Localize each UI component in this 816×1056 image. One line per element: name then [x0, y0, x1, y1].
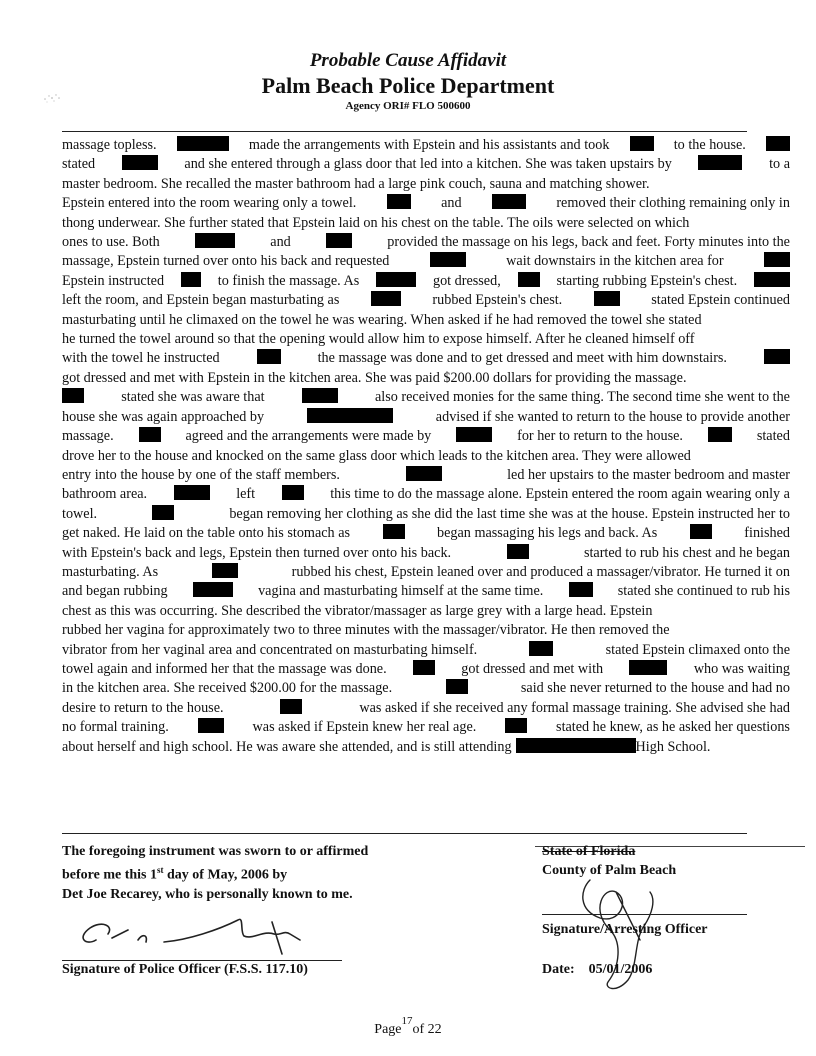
redaction-block [507, 544, 529, 559]
police-officer-signature [68, 900, 338, 960]
narrative-text: provided the massage on his legs, back and feet. Forty minutes into the [387, 234, 790, 251]
narrative-line [62, 233, 790, 252]
redaction-block [766, 136, 790, 151]
arresting-signature-label: Signature/Arresting Officer [542, 922, 708, 937]
narrative-text: stated she was aware that [121, 389, 265, 406]
narrative-line [62, 621, 790, 640]
narrative-text: to finish the massage. As [217, 272, 360, 289]
redaction-block [383, 524, 405, 539]
document-header [0, 50, 816, 113]
narrative-text: master bedroom. She recalled the master bathroom had a large pink couch, sauna and matching shower. [62, 175, 650, 192]
redaction-block [413, 660, 435, 675]
page-number: 17 [401, 1015, 413, 1027]
narrative-line [62, 563, 790, 582]
narrative-text: and she entered through a glass door that led into a kitchen. She was taken upstairs by [184, 156, 672, 173]
narrative-line [62, 718, 790, 737]
page-indicator [0, 1015, 816, 1038]
narrative-text: get naked. He laid on the table onto his stomach as [62, 525, 351, 542]
police-signature-label: Signature of Police Officer (F.S.S. 117.10) [62, 962, 308, 977]
narrative-text: advised if she wanted to return to the house to provide another [435, 408, 790, 425]
narrative-text: began removing her clothing as she did the last time she was at the house. Epstein instructed her to [229, 505, 790, 522]
affidavit-title: Probable Cause Affidavit [309, 50, 507, 71]
narrative-text: rubbed her vagina for approximately two to three minutes with the massager/vibrator. He then removed the [62, 622, 670, 639]
narrative-line [62, 602, 790, 621]
redaction-block [698, 155, 742, 170]
redaction-block [690, 524, 712, 539]
header-divider [62, 131, 747, 132]
narrative-text: wait downstairs in the kitchen area for [506, 253, 724, 270]
narrative-text: removed their clothing remaining only in [556, 195, 790, 212]
date-value: 05/01/2006 [588, 962, 653, 977]
narrative-line [62, 349, 790, 368]
redaction-block [212, 563, 238, 578]
narrative-text: house she was again approached by [62, 408, 265, 425]
narrative-text: masturbating until he climaxed on the towel he was wearing. When asked if he had removed the towel she stated [62, 311, 702, 328]
narrative-line [62, 291, 790, 310]
redaction-block [754, 272, 790, 287]
redaction-block [139, 427, 161, 442]
redaction-block [174, 485, 210, 500]
narrative-text: ones to use. Both [62, 234, 160, 251]
sworn-line-3: Det Joe Recarey, who is personally known to me. [62, 886, 353, 902]
narrative-line [62, 214, 790, 233]
narrative-text: and [441, 195, 462, 212]
redaction-block [307, 408, 393, 423]
narrative-line [62, 252, 790, 271]
narrative-text: and [270, 234, 291, 251]
narrative-text: also received monies for the same thing. The second time she went to the [374, 389, 790, 406]
narrative-text: stated she continued to rub his [617, 583, 790, 600]
narrative-line [62, 544, 790, 563]
narrative-line [62, 369, 790, 388]
sworn-line-1: The foregoing instrument was sworn to or affirmed [62, 844, 369, 859]
arresting-signature-line [542, 914, 747, 915]
redaction-block [446, 679, 468, 694]
signature-date [542, 962, 652, 978]
redaction-block [122, 155, 158, 170]
redaction-block [195, 233, 235, 248]
footer-divider [62, 833, 747, 834]
narrative-text: towel. [62, 505, 98, 522]
narrative-text: led her upstairs to the master bedroom and master [507, 466, 790, 483]
narrative-line [62, 194, 790, 213]
narrative-line [62, 272, 790, 291]
redaction-block [406, 466, 442, 481]
narrative-text: stated [62, 156, 96, 173]
redaction-block [629, 660, 667, 675]
page-total: of 22 [412, 1022, 442, 1037]
narrative-line [62, 155, 790, 174]
redaction-block [456, 427, 492, 442]
narrative-text: the massage was done and to get dressed and meet with him downstairs. [317, 350, 727, 367]
narrative-line [62, 466, 790, 485]
redaction-block [516, 738, 636, 753]
narrative-text: in the kitchen area. She received $200.00 for the massage. [62, 680, 393, 697]
sworn-statement [62, 842, 442, 904]
narrative-text: High School. [635, 738, 711, 755]
narrative-text: no formal training. [62, 719, 169, 736]
sworn-line-2 [62, 861, 442, 885]
narrative-text: began massaging his legs and back. As [437, 525, 658, 542]
narrative-text: finished [744, 525, 790, 542]
affidavit-narrative [62, 136, 790, 757]
narrative-text: vagina and masturbating himself at the same time. [258, 583, 544, 600]
narrative-text: was asked if she received any formal massage training. She advised she had [359, 699, 790, 716]
narrative-text: stated Epstein climaxed onto the [605, 641, 790, 658]
redaction-block [764, 349, 790, 364]
narrative-text: to the house. [673, 137, 746, 153]
narrative-line [62, 505, 790, 524]
redaction-block [505, 718, 527, 733]
narrative-text: massage, Epstein turned over onto his back and requested [62, 253, 390, 270]
narrative-text: masturbating. As [62, 563, 159, 580]
redaction-block [181, 272, 201, 287]
narrative-text: with the towel he instructed [62, 350, 220, 367]
narrative-line [62, 582, 790, 601]
redaction-block [518, 272, 540, 287]
narrative-text: made the arrangements with Epstein and his assistants and took [248, 137, 610, 153]
narrative-text: got dressed and met with Epstein in the kitchen area. She was paid $200.00 dollars for providing the massage. [62, 369, 687, 386]
narrative-text: bathroom area. [62, 486, 148, 503]
narrative-text: left the room, and Epstein began masturbating as [62, 292, 340, 309]
redaction-block [152, 505, 174, 520]
narrative-text: rubbed his chest, Epstein leaned over and produced a massager/vibrator. He turned it on [291, 563, 790, 580]
narrative-text: starting rubbing Epstein's chest. [556, 272, 738, 289]
redaction-block [569, 582, 593, 597]
narrative-line [62, 427, 790, 446]
redaction-block [764, 252, 790, 267]
narrative-line [62, 699, 790, 718]
redaction-block [280, 699, 302, 714]
sworn-month-text: day of May, 2006 by [163, 867, 288, 883]
ordinal-suffix: st [157, 865, 164, 875]
narrative-text: towel again and informed her that the massage was done. [62, 660, 387, 677]
page-word: Page [374, 1022, 402, 1037]
state-label: State of Florida [542, 844, 636, 859]
narrative-text: Epstein entered into the room wearing only a towel. [62, 195, 357, 212]
redaction-block [387, 194, 411, 209]
narrative-text: agreed and the arrangements were made by [185, 428, 432, 445]
narrative-line [62, 738, 790, 757]
redaction-block [326, 233, 352, 248]
redaction-block [257, 349, 281, 364]
narrative-line [62, 679, 790, 698]
narrative-text: who was waiting [693, 660, 790, 677]
redaction-block [198, 718, 224, 733]
narrative-line [62, 447, 790, 466]
agency-ori: Agency ORI# FLO 500600 [345, 100, 471, 112]
narrative-text: got dressed, [432, 272, 501, 289]
narrative-text: stated [756, 428, 790, 445]
narrative-line [62, 388, 790, 407]
redaction-block [371, 291, 401, 306]
narrative-line [62, 485, 790, 504]
narrative-text: desire to return to the house. [62, 699, 224, 716]
sworn-date-text: before me this 1 [62, 867, 157, 883]
narrative-line [62, 136, 790, 155]
narrative-text: about herself and high school. He was aware she attended, and is still attending [62, 738, 512, 755]
narrative-line [62, 641, 790, 660]
redaction-block [193, 582, 233, 597]
redaction-block [376, 272, 416, 287]
narrative-line [62, 408, 790, 427]
narrative-text: stated Epstein continued [651, 292, 790, 309]
narrative-text: left [236, 486, 256, 503]
redaction-block [302, 388, 338, 403]
narrative-text: massage. [62, 428, 114, 445]
narrative-text: drove her to the house and knocked on the same glass door which leads to the kitchen area. They were allowed [62, 447, 691, 464]
narrative-text: and began rubbing [62, 583, 168, 600]
narrative-text: stated he knew, as he asked her questions [556, 719, 790, 736]
narrative-text: vibrator from her vaginal area and concentrated on masturbating himself. [62, 641, 478, 658]
narrative-text: this time to do the massage alone. Epstein entered the room again wearing only a [330, 486, 790, 503]
redaction-block [282, 485, 304, 500]
narrative-line [62, 175, 790, 194]
narrative-text: thong underwear. She further stated that Epstein laid on his chest on the table. The oils were selected on which [62, 214, 690, 231]
narrative-text: chest as this was occurring. She described the vibrator/massager as large grey with a large head. Epstein [62, 602, 653, 619]
narrative-line [62, 524, 790, 543]
department-name: Palm Beach Police Department [261, 73, 555, 98]
narrative-text: got dressed and met with [461, 660, 604, 677]
date-label: Date: [542, 962, 575, 977]
narrative-text: for her to return to the house. [517, 428, 683, 445]
narrative-text: he turned the towel around so that the opening would allow him to expose himself. After he cleaned himself off [62, 331, 695, 348]
redaction-block [529, 641, 553, 656]
county-label: County of Palm Beach [542, 863, 677, 878]
redaction-block [594, 291, 620, 306]
narrative-text: started to rub his chest and he began [583, 544, 790, 561]
narrative-text: massage topless. [62, 137, 157, 153]
narrative-text: to a [769, 156, 790, 173]
narrative-line [62, 311, 790, 330]
redaction-block [708, 427, 732, 442]
police-signature-line [62, 960, 342, 961]
narrative-text: Epstein instructed [62, 272, 165, 289]
redaction-block [62, 388, 84, 403]
narrative-text: rubbed Epstein's chest. [432, 292, 563, 309]
narrative-text: with Epstein's back and legs, Epstein then turned over onto his back. [62, 544, 452, 561]
narrative-line [62, 660, 790, 679]
redaction-block [630, 136, 654, 151]
narrative-line [62, 330, 790, 349]
narrative-text: said she never returned to the house and had no [520, 680, 790, 697]
narrative-text: was asked if Epstein knew her real age. [252, 719, 477, 736]
redaction-block [177, 136, 229, 151]
redaction-block [430, 252, 466, 267]
redaction-block [492, 194, 526, 209]
narrative-text: entry into the house by one of the staff members. [62, 466, 340, 483]
